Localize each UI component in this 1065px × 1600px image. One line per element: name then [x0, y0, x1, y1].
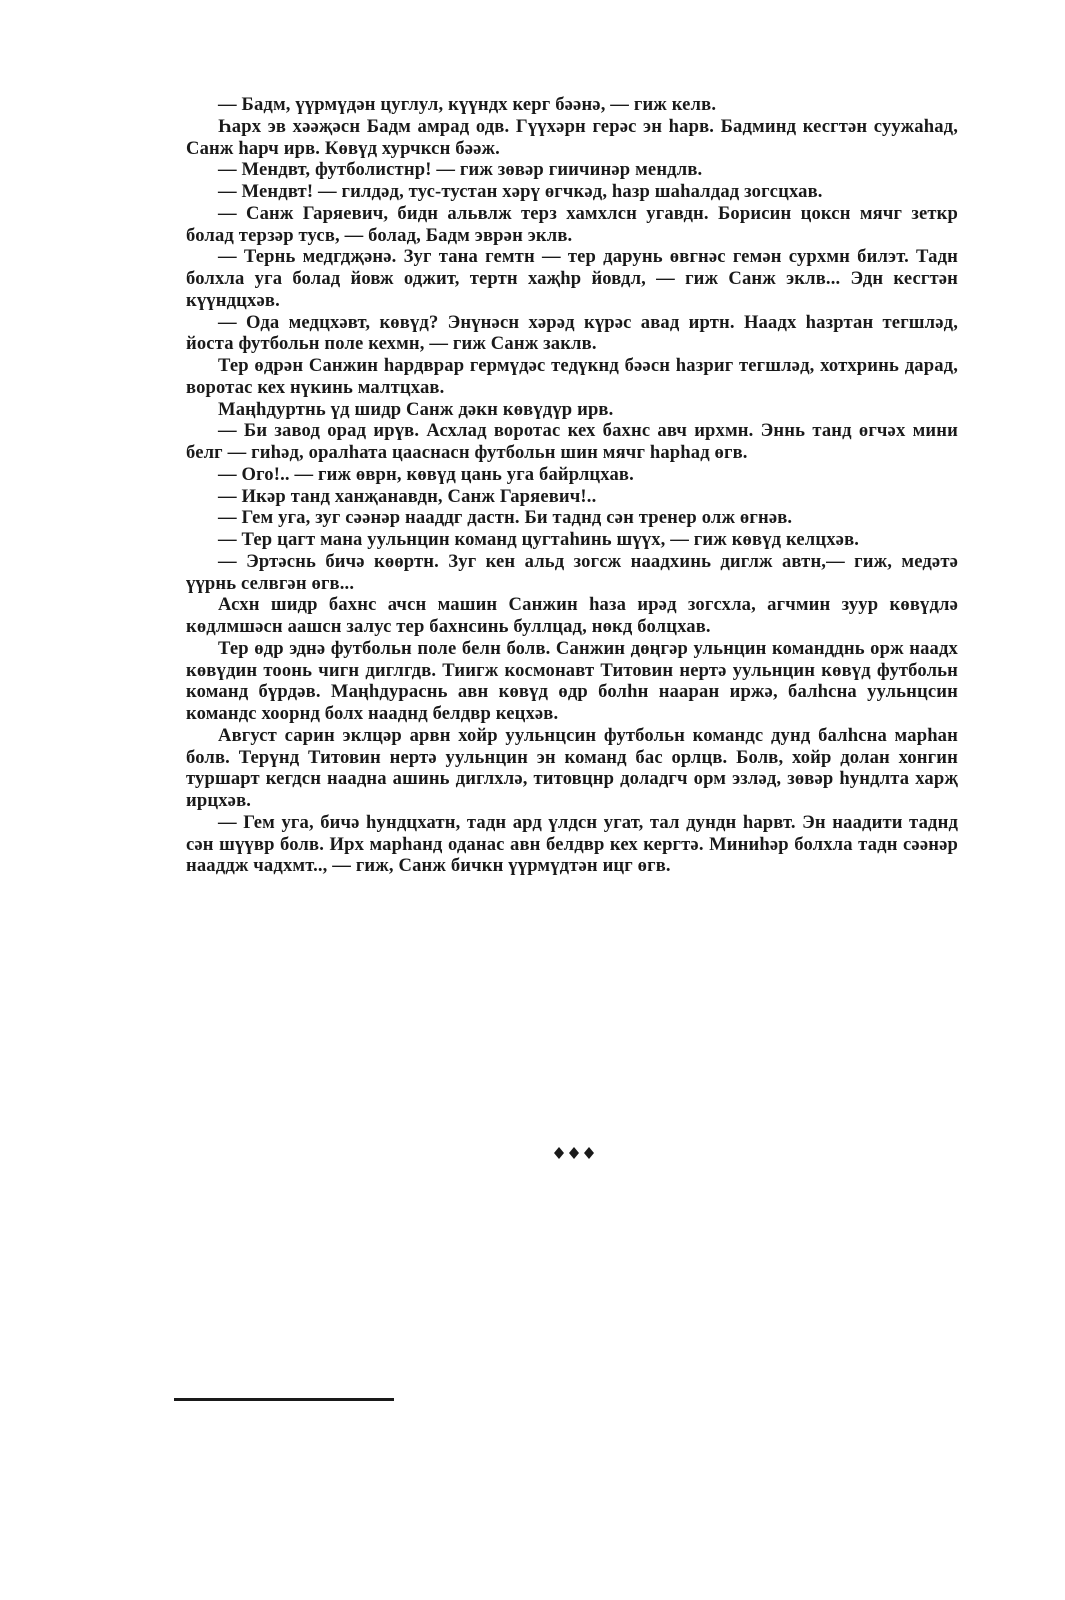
footnote-divider — [174, 1398, 394, 1401]
paragraph-2: Һарх эв хәәҗәсн Бадм амрад одв. Гүүхәрн герәс эн һарв. Бадминд кесгтән суужаһад, Санж һарч ирв. Көвүд хурчксн бәәж. — [186, 115, 958, 159]
paragraph-3: — Мендвт, футболистнр! — гиж зөвәр гиичинәр мендлв. — [218, 159, 703, 181]
paragraph-7: — Ода медцхәвт, көвүд? Энүнәсн хәрәд күрәс авад иртн. Наадх һазртан тегшләд, йоста футбольн поле кехмн, — гиж Санж заклв. — [186, 311, 958, 355]
paragraph-1: — Бадм, үүрмүдән цуглул, күүндх керг бәәнә, — гиж келв. — [218, 94, 717, 115]
story-text — [186, 94, 958, 877]
paragraph-8: Тер өдрән Санжин һардврар гермүдәс тедүкнд бәәсн һазриг тегшләд, хотхринь дарад, воротас кех нүкинь малтцхав. — [186, 355, 958, 398]
paragraph-5: — Санж Гаряевич, бидн альвлж терз хамхлсн угавдн. Борисин цоксн мячг зеткр болад терзәр тусв, — болад, Бадм эврән эклв. — [186, 202, 958, 246]
paragraph-13: — Гем уга, зуг сәәнәр нааддг дастн. Би таднд сән тренер олж өгнәв. — [218, 507, 793, 529]
paragraph-9: Маңһдуртнь үд шидр Санж дәкн көвүдүр ирв. — [218, 398, 614, 420]
paragraph-10: — Би завод орад ирүв. Асхлад воротас кех бахнс авч ирхмн. Эннь танд өгчәх мини белг — гиһәд, оралһата цааснасн футбольн шин мячг һарһад өгв. — [186, 420, 958, 463]
paragraph-16: Асхн шидр бахнс ачсн машин Санжин һаза ирәд зогсхла, агчмин зуур көвүдлә көдлмшәсн аашсн залус тер бахнсинь буллцад, нөкд болцхав. — [186, 594, 958, 637]
paragraph-19: — Гем уга, бичә һундцхатн, тадн ард үлдсн угат, тал дундн һарвт. Эн наадити таднд сән шүүвр болв. Ирх марһанд оданас авн белдвр кех кергтә. Миниһәр болхла тадн сәәнәр нааддж чадхмт.., — гиж, Санж бичкн үүрмүдтән ицг өгв. — [186, 811, 958, 877]
paragraph-15: — Эртәснь бичә көөртн. Зуг кен альд зогсж наадхинь диглж автн,— гиж, медәтә үүрнь селвгән өгв... — [186, 550, 958, 594]
paragraph-12: — Икәр танд ханҗанавдн, Санж Гаряевич!.. — [218, 485, 597, 507]
paragraph-11: — Ого!.. — гиж өврн, көвүд цань уга байрлцхав. — [218, 463, 634, 485]
paragraph-18: Август сарин эклцәр арвн хойр уульнцсин футбольн командс дунд балһсна марһан болв. Терүнд Титовин нертә уульнцин эн команд бас орлцв. Болв, хойр долан хонгин туршарт кегдсн наадна ашинь диглхлә, титовцнр доладгч орм эзләд, зөвәр һундлта харҗ ирцхәв. — [186, 724, 958, 811]
paragraph-17: Тер өдр эднә футбольн поле белн болв. Санжин дөңгәр ульнцин командднь орж наадх көвүдин тоонь чигн диглгдв. Тиигж космонавт Титовин нертә уульнцин көвүд футбольн команд бүрдәв. Маңһдураснь авн көвүд өдр болһн нааран иржә, балһсна уульнцсин командс хоорнд болх нааднд белдвр кецхәв. — [186, 637, 958, 724]
section-ornament — [549, 1143, 599, 1163]
paragraph-4: — Мендвт! — гилдәд, тус-тустан хәрү өгчкәд, һазр шаһалдад зогсцхав. — [218, 181, 823, 202]
ornament-dots-icon — [552, 1146, 596, 1160]
paragraph-14: — Тер цагт мана уульнцин команд цугтаһинь шүүх, — гиж көвүд келцхәв. — [218, 529, 860, 550]
paragraph-6: — Тернь медгдҗәнә. Зуг тана гемтн — тер дарунь өвгнәс гемән сурхмн билэт. Тадн болхла уга болад йовж оджит, тертн хаҗһр йовдл, — гиж Санж эклв... Эдн кесгтән күүндцхәв. — [186, 246, 958, 311]
